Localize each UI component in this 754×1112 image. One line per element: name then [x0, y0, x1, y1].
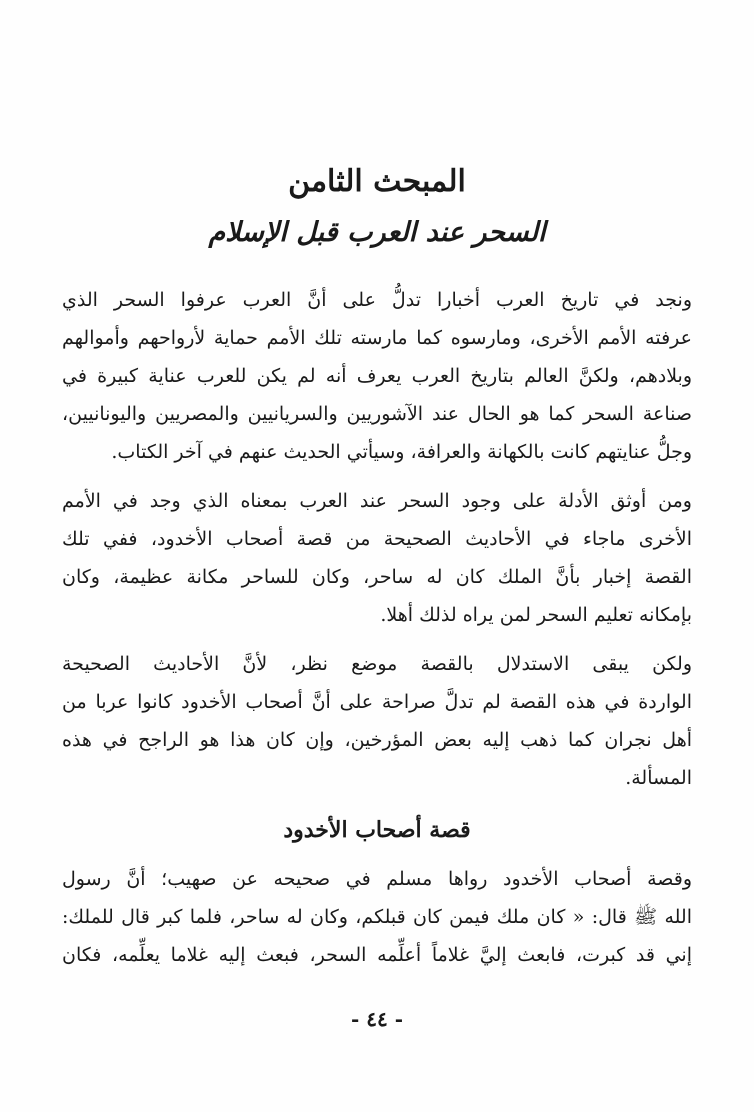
- paragraph-2-line-2: الأخرى ماجاء في الأحاديث الصحيحة من قصة أصحاب الأخدود، ففي تلك: [62, 528, 692, 550]
- paragraph-1-line-1: ونجد في تاريخ العرب أخبارا تدلُّ على أنَّ العرب عرفوا السحر الذي: [62, 289, 692, 311]
- paragraph-2-line-3: القصة إخبار بأنَّ الملك كان له ساحر، وكان للساحر مكانة عظيمة، وكان: [62, 566, 692, 588]
- paragraph-2-line-4: بإمكانه تعليم السحر لمن يراه لذلك أهلا.: [380, 604, 692, 626]
- paragraph-3-line-3: أهل نجران كما ذهب إليه بعض المؤرخين، وإن كان هذا هو الراجح في هذه: [62, 729, 692, 751]
- paragraph-3-line-2: الواردة في هذه القصة لم تدلَّ صراحة على أنَّ أصحاب الأخدود كانوا عربا من: [62, 691, 692, 713]
- paragraph-1-line-2: عرفته الأمم الأخرى، ومارسوه كما مارسته تلك الأمم حماية لأرواحهم وأموالهم: [62, 327, 692, 349]
- section-heading: قصة أصحاب الأخدود: [283, 817, 471, 843]
- chapter-subtitle: السحر عند العرب قبل الإسلام: [208, 217, 546, 248]
- final-paragraph-line-2: الله ﷺ قال: « كان ملك فيمن كان قبلكم، وكان له ساحر، فلما كبر قال للملك:: [62, 906, 692, 928]
- paragraph-1-line-3: وبلادهم، ولكنَّ العالم بتاريخ العرب يعرف أنه لم يكن للعرب عناية كبيرة في: [62, 365, 692, 387]
- paragraph-3-line-1: ولكن يبقى الاستدلال بالقصة موضع نظر، لأنَّ الأحاديث الصحيحة: [62, 653, 692, 675]
- paragraph-1-line-5: وجلُّ عنايتهم كانت بالكهانة والعرافة، وسيأتي الحديث عنهم في آخر الكتاب.: [111, 441, 692, 463]
- paragraph-3-line-4: المسألة.: [625, 767, 692, 789]
- paragraph-2-line-1: ومن أوثق الأدلة على وجود السحر عند العرب بمعناه الذي وجد في الأمم: [62, 490, 692, 512]
- chapter-title: المبحث الثامن: [288, 164, 466, 199]
- page-number: - ٤٤ -: [350, 1007, 403, 1031]
- final-paragraph-line-1: وقصة أصحاب الأخدود رواها مسلم في صحيحه عن صهيب؛ أنَّ رسول: [62, 868, 692, 890]
- paragraph-1-line-4: صناعة السحر كما هو الحال عند الآشوريين والسريانيين والمصريين واليونانيين،: [62, 403, 692, 425]
- final-paragraph-line-3: إني قد كبرت، فابعث إليَّ غلاماً أعلِّمه السحر، فبعث إليه غلاما يعلِّمه، فكان: [62, 944, 692, 966]
